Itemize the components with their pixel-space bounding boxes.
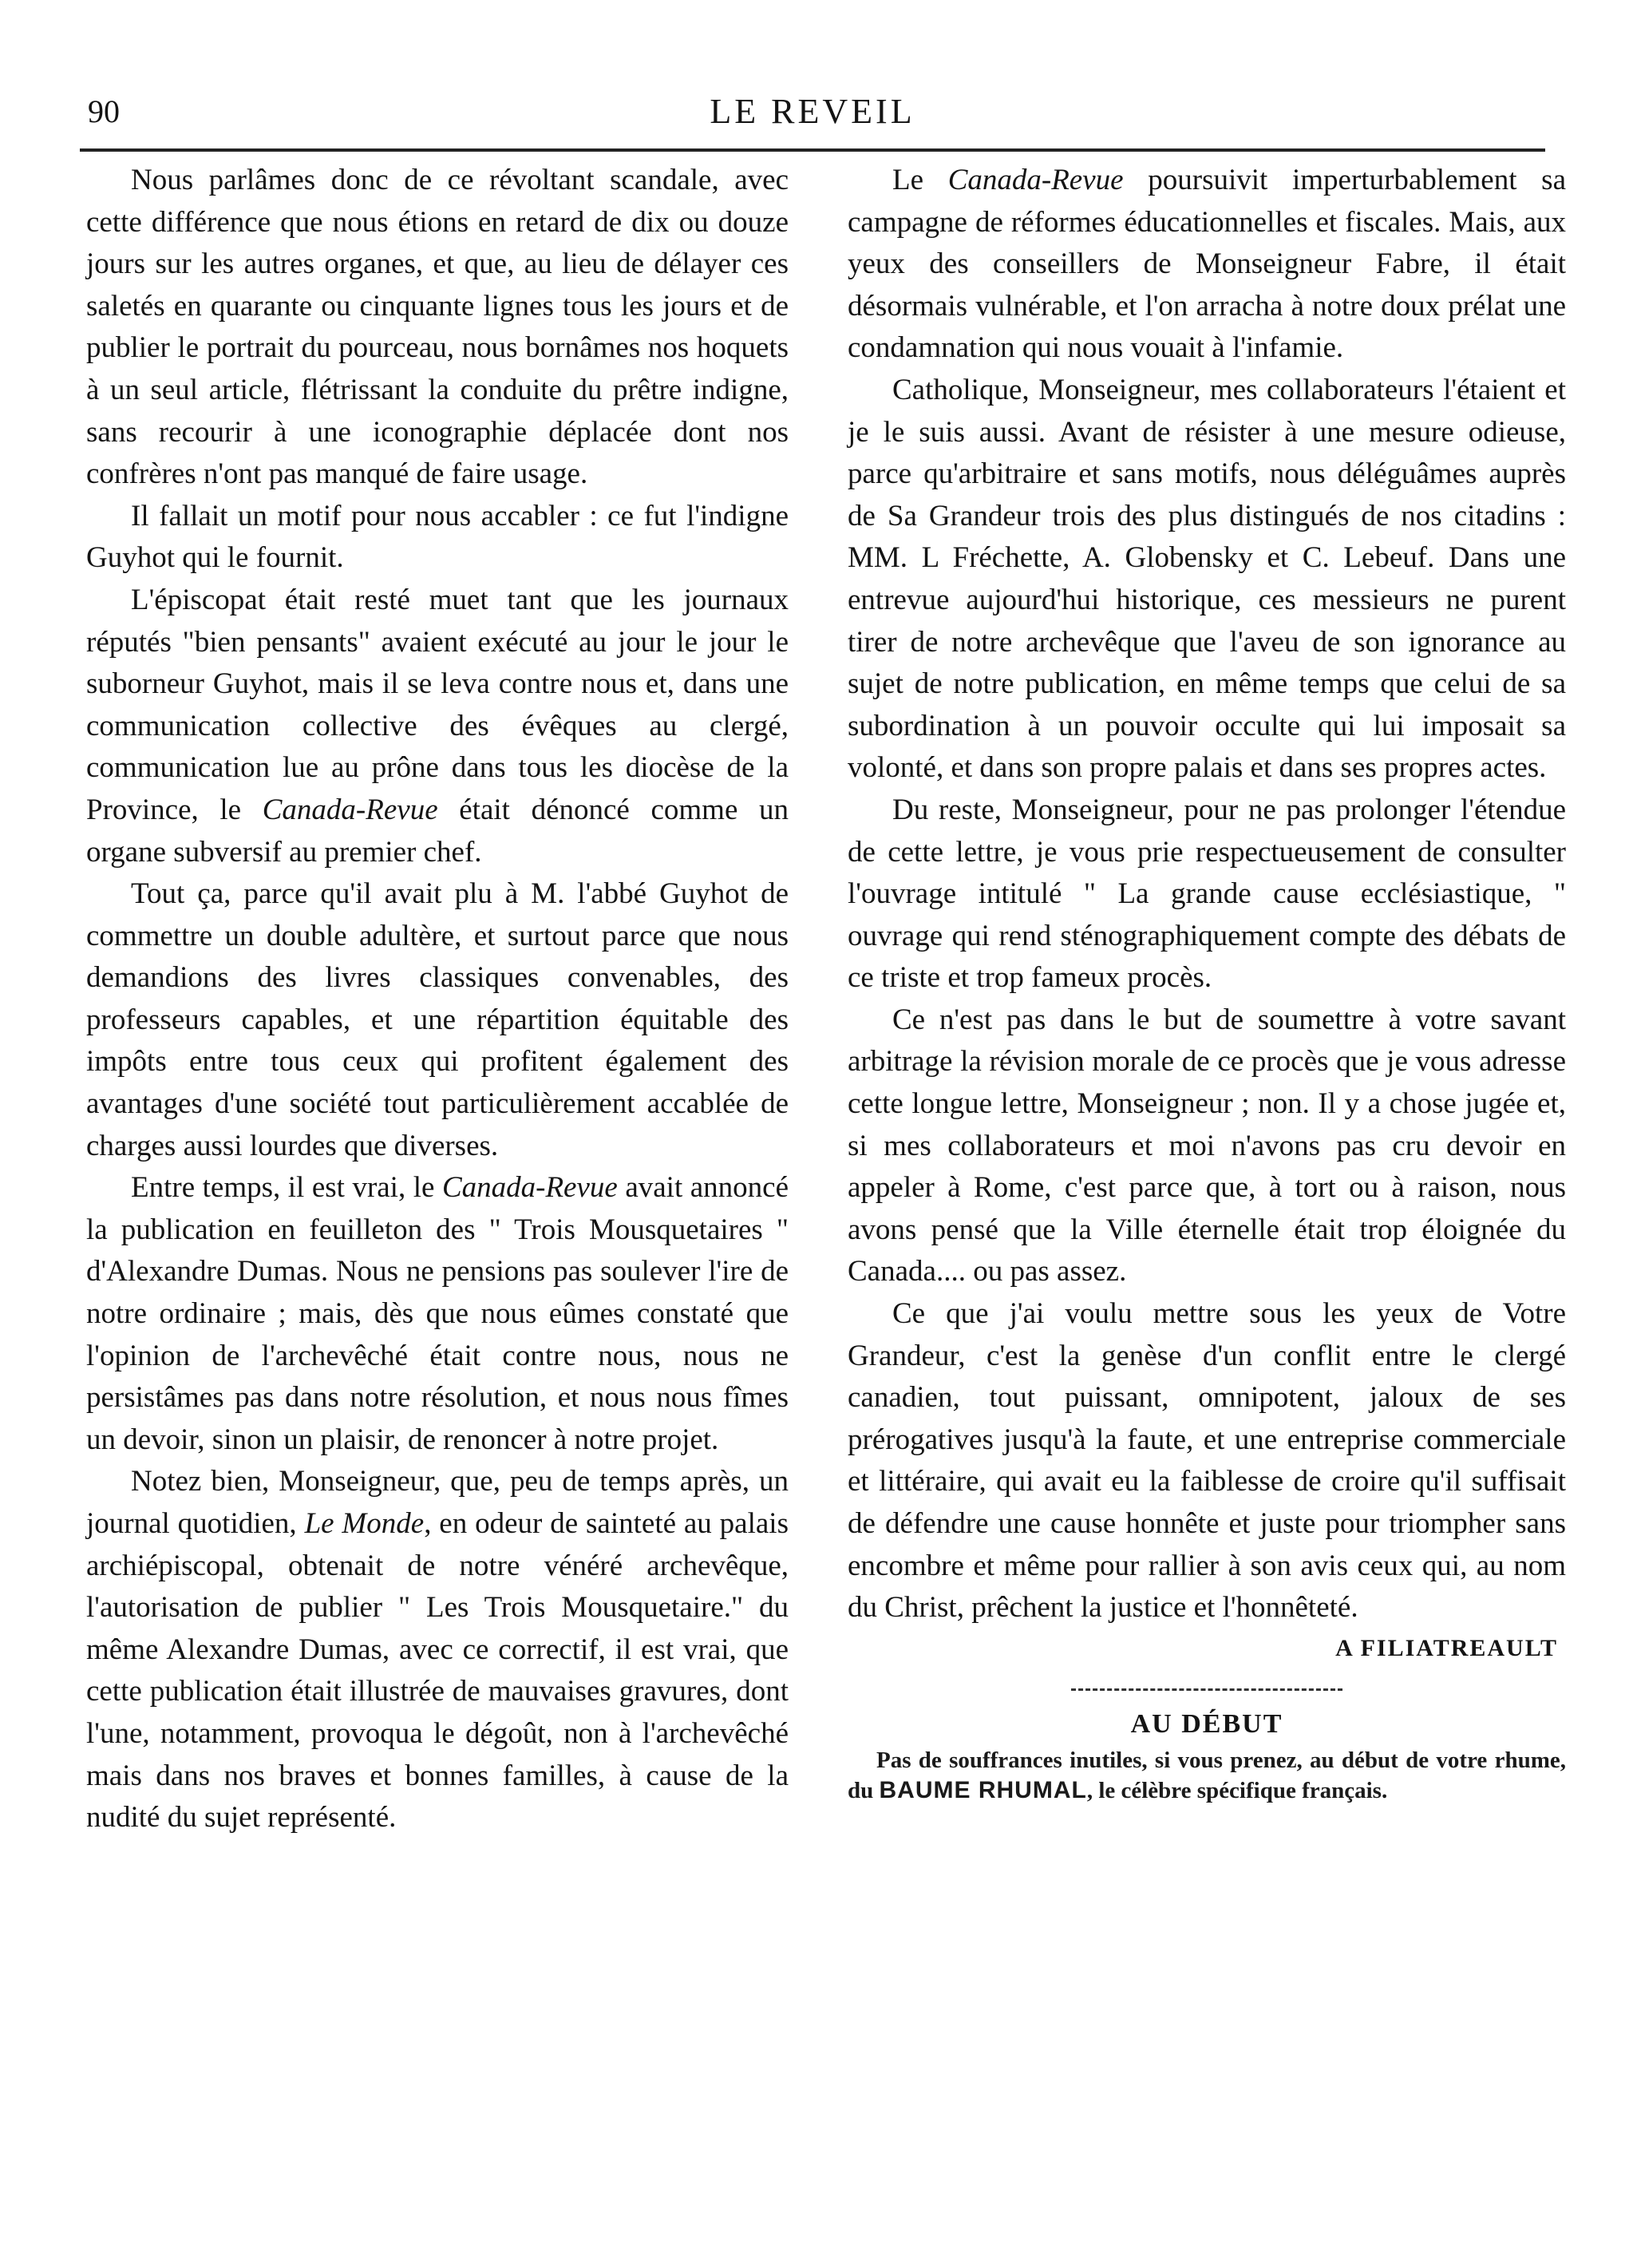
- publication-name: Le Monde: [304, 1507, 425, 1540]
- publication-name: Canada-Revue: [947, 164, 1124, 196]
- advertisement-brand: BAUME RHUMAL: [879, 1776, 1087, 1803]
- paragraph: Du reste, Monseigneur, pour ne pas prolonger l'étendue de cette lettre, je vous prie respectueusement de consulter l'ouvrage intitulé " La grande cause ecclésiastique, " ouvrage qui rend sténographiquement compte des débats de ce triste et trop fameux procès.: [848, 793, 1566, 995]
- paragraph-text: Notez bien, Monseigneur, que, peu de temps après, un journal quotidien,: [86, 1465, 789, 1540]
- paragraph: Il fallait un motif pour nous accabler : ce fut l'indigne Guyhot qui le fournit.: [86, 499, 789, 575]
- paragraph: [86, 1167, 789, 1461]
- page-number: 90: [88, 93, 120, 129]
- paragraph: Nous parlâmes donc de ce révoltant scandale, avec cette différence que nous étions en retard de dix ou douze jours sur les autres organes, et que, au lieu de délayer ces saletés en quarante ou cinquante lignes tous les jours et de publier le portrait du pourceau, nous bornâmes nos hoquets à un seul article, flétrissant la conduite du prêtre indigne, sans recourir à une iconographie déplacée dont nos confrères n'ont pas manqué de faire usage.: [86, 164, 789, 491]
- section-divider: [1071, 1688, 1342, 1691]
- paragraph: Catholique, Monseigneur, mes collaborateurs l'étaient et je le suis aussi. Avant de résister à une mesure odieuse, parce qu'arbitraire et sans motifs, nous déléguâmes auprès de Sa Grandeur trois des plus distingués de nos citadins : MM. L Fréchette, A. Globensky et C. Lebeuf. Dans une entrevue aujourd'hui historique, ces messieurs ne purent tirer de notre archevêque que l'aveu de son ignorance au sujet de notre publication, en même temps que celui de sa subordination à un pouvoir occulte qui lui imposait sa volonté, et dans son propre palais et dans ses propres actes.: [848, 373, 1566, 785]
- paragraph: Tout ça, parce qu'il avait plu à M. l'abbé Guyhot de commettre un double adultère, et surtout parce que nous demandions des livres classiques convenables, des professeurs capables, et une répartition équitable des impôts entre tous ceux qui profitent également des avantages d'une société tout particulièrement accablée de charges aussi lourdes que diverses.: [86, 877, 789, 1162]
- right-column: [848, 160, 1566, 1806]
- paragraph-text: L'épiscopat était resté muet tant que les journaux réputés "bien pensants" avaient exécuté au jour le jour le suborneur Guyhot, mais il se leva contre nous et, dans une communication collective des évêques au clergé, communication lue au prône dans tous les diocèse de la Province, le: [86, 583, 789, 826]
- paragraph-text: , en odeur de sainteté au palais archiépiscopal, obtenait de notre vénéré archevêque, l'autorisation de publier " Les Trois Mousquetaire." du même Alexandre Dumas, avec ce correctif, il est vrai, que cette publication était illustrée de mauvaises gravures, dont l'une, notamment, provoqua le dégoût, non à l'archevêché mais dans nos braves et bonnes familles, à cause de la nudité du sujet représenté.: [86, 1507, 789, 1835]
- advertisement-copy: Pas de souffrances inutiles, si vous prenez, au début de votre rhume, du: [848, 1747, 1566, 1803]
- advertisement-copy: , le célèbre spécifique français.: [1086, 1777, 1388, 1803]
- paragraph: [86, 580, 789, 873]
- paragraph-text: avait annoncé la publication en feuilleton des " Trois Mousquetaires " d'Alexandre Dumas. Nous ne pensions pas soulever l'ire de notre ordinaire ; mais, dès que nous eûmes constaté que l'opinion de l'archevêché était contre nous, nous ne persistâmes pas dans notre résolution, et nous nous fîmes un devoir, sinon un plaisir, de renoncer à notre projet.: [86, 1171, 789, 1456]
- paragraph-text: Entre temps, il est vrai, le: [131, 1171, 442, 1205]
- advertisement-title: AU DÉBUT: [1130, 1708, 1283, 1739]
- publication-name: Canada-Revue: [441, 1171, 618, 1205]
- page-header: [80, 86, 1545, 134]
- paragraph-text: poursuivit imperturbablement sa campagne de réformes éducationnelles et fiscales. Mais, aux yeux des conseillers de Monseigneur Fabre, il était désormais vulnérable, et l'on arracha à notre doux prélat une condamnation qui nous vouait à l'infamie.: [848, 164, 1566, 365]
- header-rule: [80, 148, 1545, 152]
- paragraph: Ce que j'ai voulu mettre sous les yeux de Votre Grandeur, c'est la genèse d'un conflit entre le clergé canadien, tout puissant, omnipotent, jaloux de ses prérogatives jusqu'à la faute, et une entreprise commerciale et littéraire, qui avait eu la faiblesse de croire qu'il suffisait de défendre une cause honnête et juste pour triompher sans encombre et même pour rallier à son avis ceux qui, au nom du Christ, prêchent la justice et l'honnêteté.: [848, 1297, 1566, 1625]
- paragraph-text: Le: [892, 164, 948, 196]
- paragraph-text: était dénoncé comme un organe subversif au premier chef.: [86, 793, 789, 869]
- paragraph: [848, 160, 1566, 370]
- publication-name: Canada-Revue: [262, 793, 438, 826]
- signature: A FILIATREAULT: [1335, 1634, 1558, 1661]
- advertisement-text: [848, 1745, 1566, 1806]
- paragraph: [86, 1461, 789, 1839]
- running-title: LE REVEIL: [710, 92, 915, 131]
- left-column: [86, 160, 789, 1839]
- paragraph: Ce n'est pas dans le but de soumettre à votre savant arbitrage la révision morale de ce procès que je vous adresse cette longue lettre, Monseigneur ; non. Il y a chose jugée et, si mes collaborateurs et moi n'avons pas cru devoir en appeler à Rome, c'est parce que, à tort ou à raison, nous avons pensé que la Ville éternelle était trop éloignée du Canada.... ou pas assez.: [848, 1003, 1566, 1288]
